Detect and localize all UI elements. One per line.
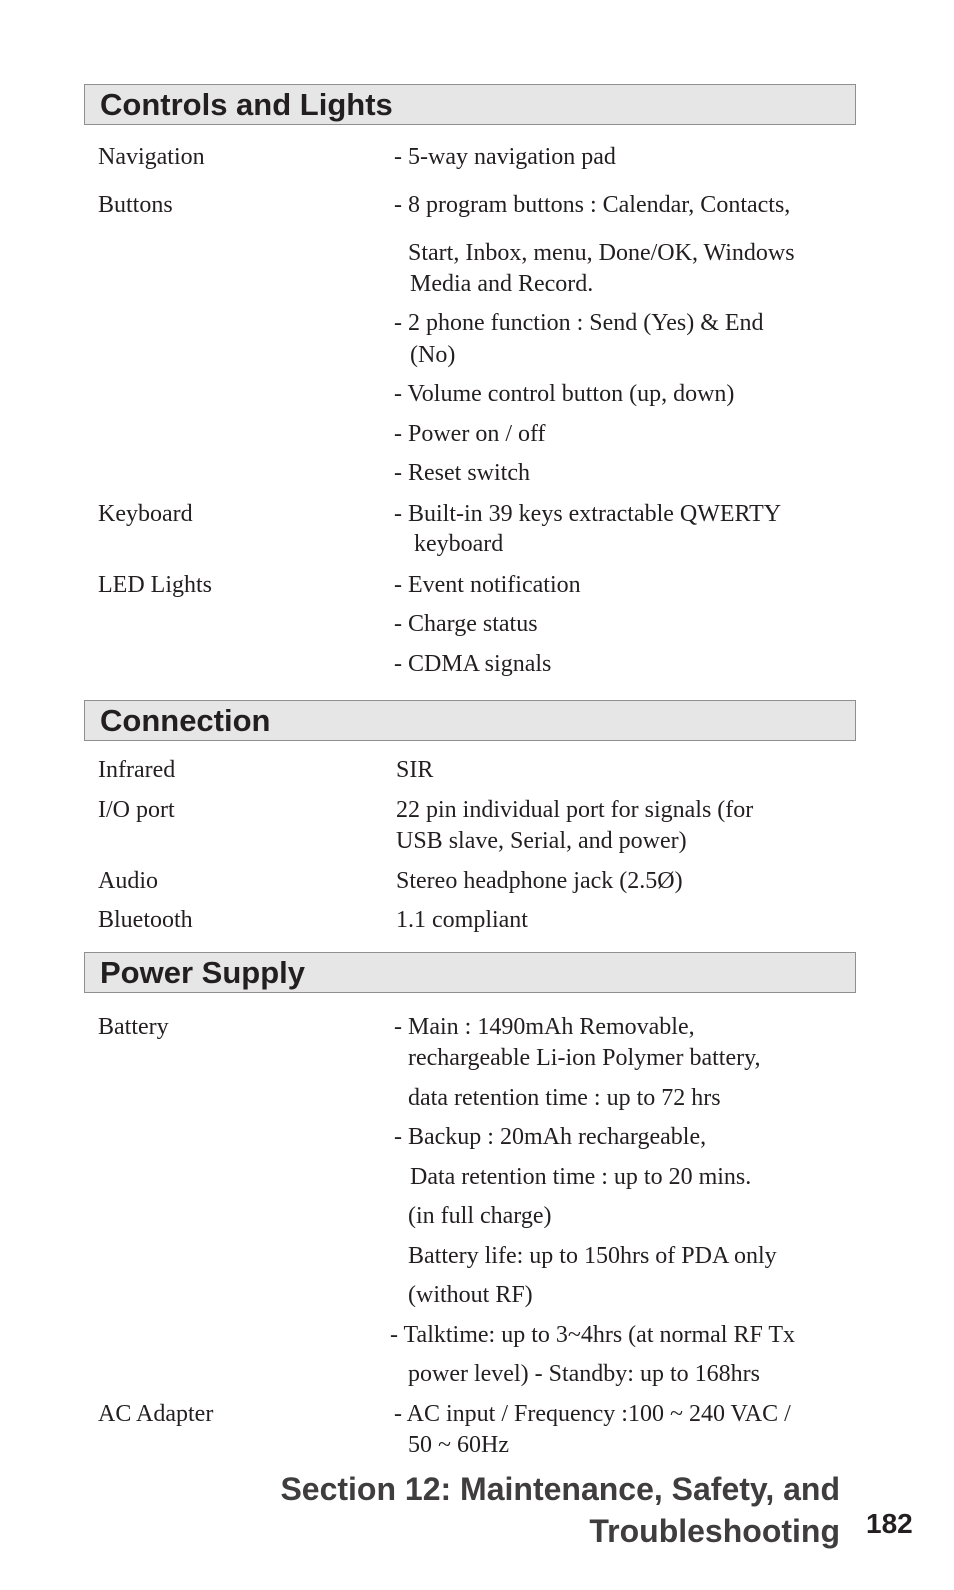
spec-label-infrared: Infrared <box>98 757 176 783</box>
spec-value-line: - CDMA signals <box>394 651 552 677</box>
section-header-controls <box>84 84 856 125</box>
spec-value-line: SIR <box>396 757 434 783</box>
spec-label-bluetooth: Bluetooth <box>98 907 193 933</box>
spec-value-line: - 8 program buttons : Calendar, Contacts, <box>394 192 791 218</box>
footer-section-title-line2: Troubleshooting <box>589 1513 840 1549</box>
spec-label-keyboard: Keyboard <box>98 501 193 527</box>
section-header-power <box>84 952 856 993</box>
spec-value-line: (without RF) <box>408 1282 533 1308</box>
section-title: Controls and Lights <box>100 87 393 122</box>
section-title: Power Supply <box>100 955 305 990</box>
spec-label-led-lights: LED Lights <box>98 572 212 598</box>
spec-value-line: power level) - Standby: up to 168hrs <box>408 1361 760 1387</box>
spec-value-line: rechargeable Li-ion Polymer battery, <box>408 1045 761 1071</box>
spec-value-line: Start, Inbox, menu, Done/OK, Windows <box>408 240 795 266</box>
spec-value-line: - Volume control button (up, down) <box>394 381 735 407</box>
spec-label-audio: Audio <box>98 868 158 894</box>
spec-value-line: - Reset switch <box>394 460 530 486</box>
spec-value-line: - Talktime: up to 3~4hrs (at normal RF Tx <box>390 1322 796 1348</box>
spec-value-line: USB slave, Serial, and power) <box>396 828 687 854</box>
footer-section-title-line1: Section 12: Maintenance, Safety, and <box>280 1471 840 1507</box>
spec-value-line: Stereo headphone jack (2.5Ø) <box>396 868 683 894</box>
spec-label-buttons: Buttons <box>98 192 173 218</box>
spec-label-battery: Battery <box>98 1014 169 1040</box>
spec-value-line: 22 pin individual port for signals (for <box>396 797 754 823</box>
spec-value-line: (in full charge) <box>408 1203 552 1229</box>
spec-value-line: data retention time : up to 72 hrs <box>408 1085 721 1111</box>
spec-value-line: - Charge status <box>394 611 538 637</box>
spec-value-line: - 5-way navigation pad <box>394 144 616 170</box>
page-number: 182 <box>866 1508 913 1539</box>
spec-label-io-port: I/O port <box>98 797 175 823</box>
spec-value-line: 50 ~ 60Hz <box>408 1432 509 1458</box>
section-header-connection <box>84 700 856 741</box>
spec-value-line: - AC input / Frequency :100 ~ 240 VAC / <box>394 1401 791 1427</box>
spec-value-line: - Event notification <box>394 572 581 598</box>
spec-label-ac-adapter: AC Adapter <box>98 1401 214 1427</box>
spec-label-navigation: Navigation <box>98 144 205 170</box>
spec-value-line: - Main : 1490mAh Removable, <box>394 1014 695 1040</box>
spec-value-line: - Backup : 20mAh rechargeable, <box>394 1124 707 1150</box>
spec-value-line: - Built-in 39 keys extractable QWERTY <box>394 501 782 527</box>
spec-value-line: - 2 phone function : Send (Yes) & End <box>394 310 764 336</box>
spec-value-line: (No) <box>410 342 456 368</box>
spec-value-line: 1.1 compliant <box>396 907 528 933</box>
spec-value-line: - Power on / off <box>394 421 546 447</box>
spec-value-line: Data retention time : up to 20 mins. <box>410 1164 752 1190</box>
spec-value-line: Battery life: up to 150hrs of PDA only <box>408 1243 777 1269</box>
spec-value-line: Media and Record. <box>410 271 594 297</box>
spec-value-line: keyboard <box>414 531 504 557</box>
section-title: Connection <box>100 703 271 738</box>
